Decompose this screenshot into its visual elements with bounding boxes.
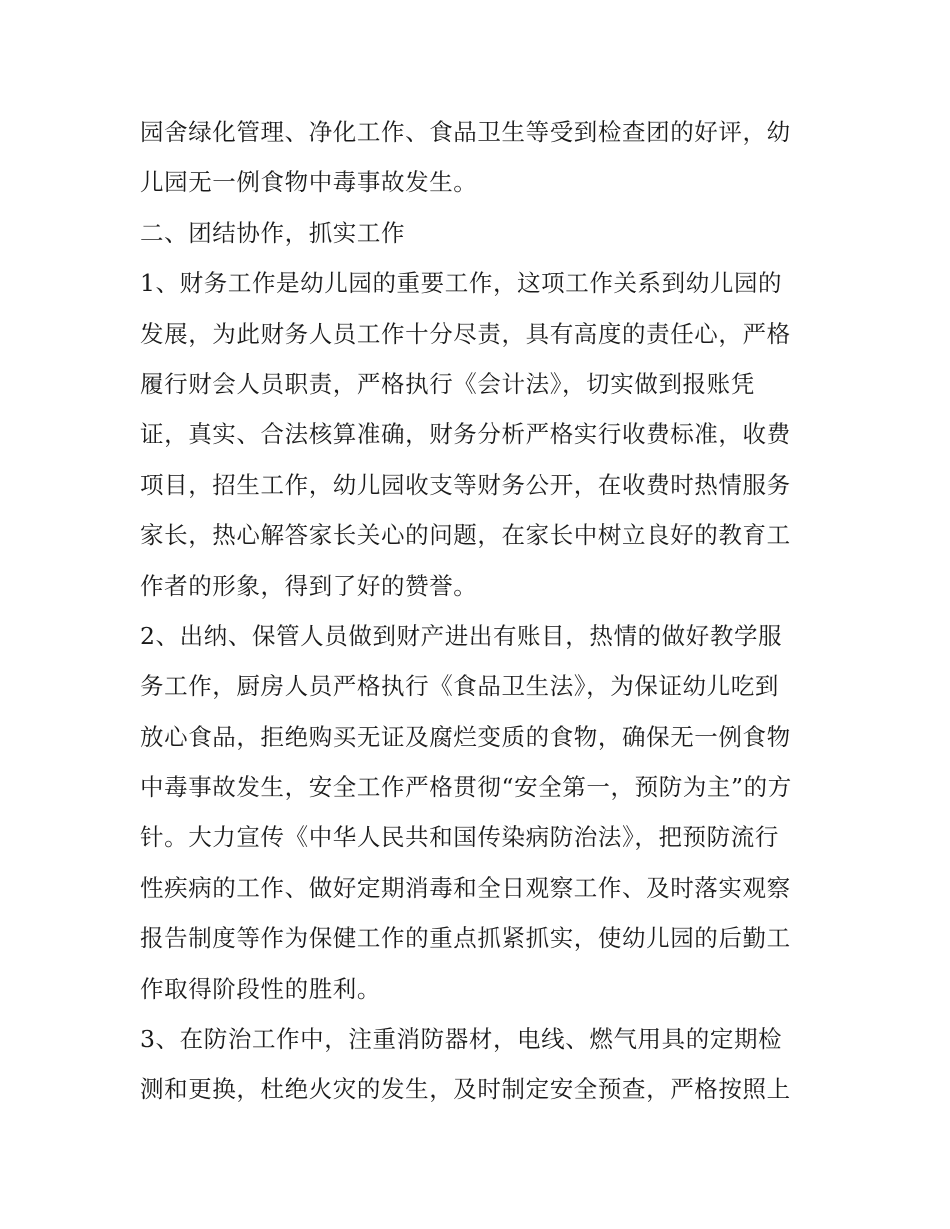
text-line: 项目，招生工作，幼儿园收支等财务公开，在收费时热情服务 [140,470,791,499]
text-line: 针。大力宣传《中华人民共和国传染病防治法》，把预防流行 [140,823,779,852]
text-line: 性疾病的工作、做好定期消毒和全日观察工作、及时落实观察 [140,873,791,902]
section-heading: 二、团结协作，抓实工作 [140,218,406,247]
text-line: 园舍绿化管理、净化工作、食品卫生等受到检查团的好评，幼 [140,118,791,146]
text-line: 1、财务工作是幼儿园的重要工作，这项工作关系到幼儿园的 [140,269,783,298]
document-body [140,107,820,1115]
text-line: 测和更换，杜绝火灾的发生，及时制定安全预查，严格按照上 [140,1075,791,1104]
text-line: 2、出纳、保管人员做到财产进出有账目，热情的做好教学服 [140,621,783,650]
text-line: 中毒事故发生，安全工作严格贯彻“安全第一，预防为主”的方 [140,773,792,802]
text-line: 作取得阶段性的胜利。 [140,974,381,1003]
text-line: 履行财会人员职责，严格执行《会计法》，切实做到报账凭 [140,369,755,398]
text-line: 放心食品，拒绝购买无证及腐烂变质的食物，确保无一例食物 [140,722,791,751]
text-line: 3、在防治工作中，注重消防器材，电线、燃气用具的定期检 [140,1025,783,1054]
text-line: 务工作，厨房人员严格执行《食品卫生法》，为保证幼儿吃到 [140,672,779,701]
text-line: 作者的形象，得到了好的赞誉。 [140,571,478,600]
text-line: 证，真实、合法核算准确，财务分析严格实行收费标准，收费 [140,420,791,449]
text-line: 报告制度等作为保健工作的重点抓紧抓实，使幼儿园的后勤工 [140,924,791,953]
text-line: 家长，热心解答家长关心的问题，在家长中树立良好的教育工 [140,521,791,550]
text-line: 发展，为此财务人员工作十分尽责，具有高度的责任心，严格 [140,319,791,348]
text-line: 儿园无一例食物中毒事故发生。 [140,168,478,197]
